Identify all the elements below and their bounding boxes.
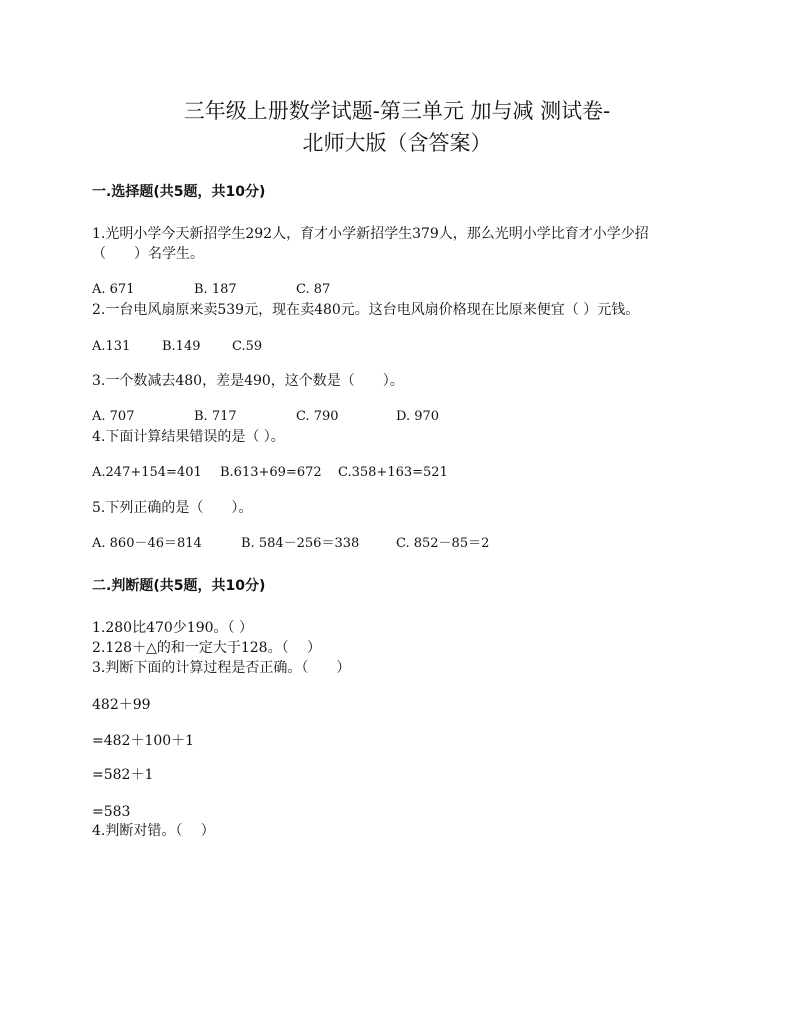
- question-2-option-b: B.149: [162, 339, 201, 354]
- question-3-option-b: B. 717: [194, 409, 237, 424]
- judge-1-text: 1.280比470少190。（ ）: [92, 620, 253, 636]
- question-1-text: 1.光明小学今天新招学生292人，育才小学新招学生379人，那么光明小学比育才小学少招: [92, 226, 649, 242]
- section-heading-choice: 一.选择题(共5题，共10分): [92, 184, 266, 200]
- question-4-option-a: A.247+154=401: [92, 465, 202, 480]
- judge-3-step-2: =482＋100＋1: [92, 733, 195, 749]
- question-3-option-d: D. 970: [396, 409, 440, 424]
- question-1-option-a: A. 671: [92, 282, 135, 297]
- question-3-text: 3.一个数减去480，差是490，这个数是（ ）。: [92, 373, 404, 389]
- judge-3-step-4: =583: [92, 804, 131, 820]
- question-2-option-c: C.59: [232, 339, 263, 354]
- judge-3-text: 3.判断下面的计算过程是否正确。（ ）: [92, 660, 351, 676]
- question-4-text: 4.下面计算结果错误的是（ ）。: [92, 429, 285, 445]
- question-5-option-b: B. 584－256＝338: [241, 536, 360, 551]
- question-3-option-c: C. 790: [296, 409, 339, 424]
- question-4-option-c: C.358+163=521: [338, 465, 448, 480]
- judge-4-text: 4.判断对错。（ ）: [92, 823, 215, 839]
- section-heading-judge: 二.判断题(共5题，共10分): [92, 578, 266, 594]
- question-5-option-c: C. 852－85＝2: [396, 536, 490, 551]
- question-5-text: 5.下列正确的是（ ）。: [92, 500, 253, 516]
- judge-3-step-3: =582＋1: [92, 767, 154, 783]
- judge-3-step-1: 482＋99: [92, 697, 151, 713]
- question-1-option-b: B. 187: [194, 282, 237, 297]
- judge-2-text: 2.128＋△的和一定大于128。（ ）: [92, 640, 322, 656]
- question-2-text: 2.一台电风扇原来卖539元，现在卖480元。这台电风扇价格现在比原来便宜（ ）元钱。: [92, 302, 640, 318]
- question-1-text-cont: （ ）名学生。: [92, 246, 204, 262]
- question-1-option-c: C. 87: [296, 282, 331, 297]
- question-5-option-a: A. 860－46＝814: [92, 536, 202, 551]
- question-2-option-a: A.131: [92, 339, 131, 354]
- question-3-option-a: A. 707: [92, 409, 135, 424]
- document-title-line-2: 北师大版（含答案）: [302, 131, 492, 155]
- question-4-option-b: B.613+69=672: [220, 465, 322, 480]
- document-title-line-1: 三年级上册数学试题-第三单元 加与减 测试卷-: [183, 99, 611, 123]
